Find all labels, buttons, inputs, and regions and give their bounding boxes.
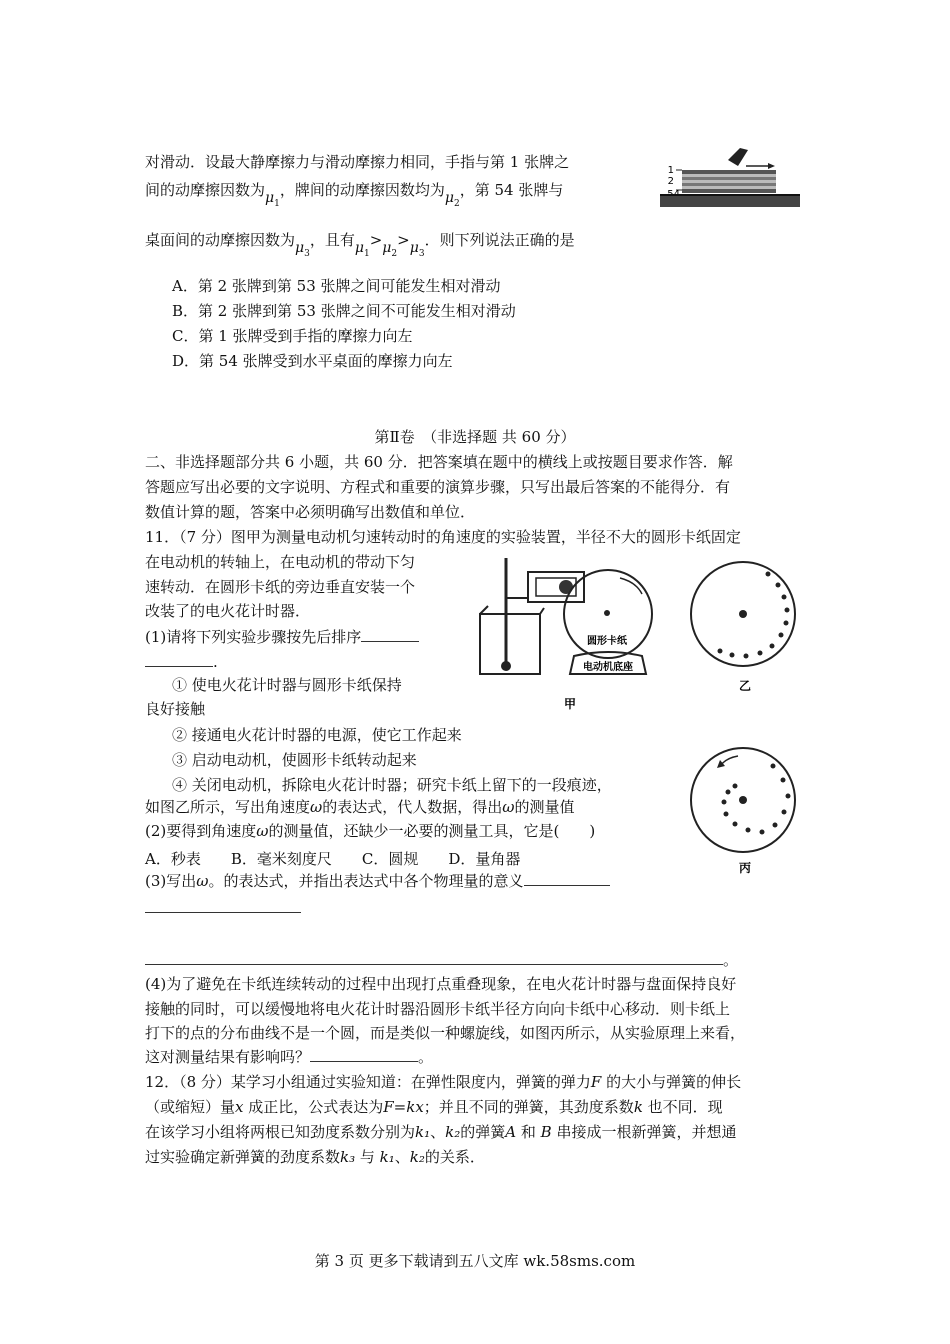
fig-jia-card-label: 圆形卡纸 (587, 636, 627, 647)
part2-title: 第Ⅱ卷 （非选择题 共 60 分） (374, 428, 576, 446)
q10-text: 桌面间的动摩擦因数为 (145, 231, 296, 249)
q11-text: 。的表达式，并指出表达式中各个物理量的意义 (208, 872, 524, 890)
arrow-right-icon (768, 163, 775, 169)
q12-line4: 过实验确定新弹簧的劲度系数k₃ 与 k₁、k₂的关系． (145, 1148, 485, 1166)
answer-blank[interactable] (145, 898, 301, 913)
q12-text: 的弹簧 (460, 1123, 506, 1141)
part2-intro-3: 数值计算的题，答案中必须明确写出数值和单位． (145, 503, 476, 521)
q12-text: 的大小与弹簧的伸长 (601, 1073, 742, 1091)
figure-jia (470, 550, 670, 712)
q11-sub4-line3: 打下的点的分布曲线不是一个圆，而是类似一种螺旋线，如图丙所示，从实验原理上来看， (145, 1024, 746, 1042)
fig-yi-label: 乙 (738, 679, 752, 693)
q10-text: ，且有 (309, 231, 355, 249)
q12-text: 的关系． (424, 1148, 485, 1166)
q11-step2: ② 接通电火花计时器的电源，使它工作起来 (172, 726, 462, 744)
q11-sub1 (145, 627, 419, 647)
q11-step1b: 良好接触 (145, 700, 206, 718)
q11-sub1-blank-line: . (145, 652, 218, 672)
answer-blank[interactable] (145, 950, 723, 965)
answer-blank[interactable] (310, 1047, 418, 1062)
fig-jia-label: 甲 (563, 697, 577, 711)
q12-text: 与 (355, 1148, 380, 1166)
answer-blank[interactable] (145, 652, 213, 667)
q12-text: 成正比，公式表达为 (243, 1098, 384, 1116)
card-label-1: 1 (667, 165, 674, 176)
q10-line3: 桌面间的动摩擦因数为$\mu_3$，且有$\mu_1>\mu_2>\mu_3$．则下列说法正确的是 (145, 231, 575, 259)
q10-text: ，第 54 张牌与 (459, 181, 564, 199)
part2-intro-2: 答题应写出必要的文字说明、方程式和重要的演算步骤，只写出最后答案的不能得分．有 (145, 478, 731, 496)
q11-sub4-line4: 这对测量结果有影响吗？ 。 (145, 1048, 434, 1066)
q11-text: (3)写出 (145, 872, 197, 890)
q12-text: （或缩短）量 (145, 1098, 236, 1116)
q11-step4a: ④ 关闭电动机，拆除电火花计时器；研究卡纸上留下的一段痕迹， (172, 776, 612, 794)
q10-text: 间的动摩擦因数为 (145, 181, 266, 199)
answer-blank[interactable] (524, 871, 610, 886)
q11-sub3: (3)写出ω。的表达式，并指出表达式中各个物理量的意义 (145, 871, 610, 891)
q12-line3: 在该学习小组将两根已知劲度系数分别为k₁、k₂的弹簧A 和 B 串接成一根新弹簧，并想通 (145, 1123, 737, 1141)
q11-sub4-line2: 接触的同时，可以缓慢地将电火花计时器沿圆形卡纸半径方向向卡纸中心移动．则卡纸上 (145, 1000, 731, 1018)
q11-line4: 改装了的电火花计时器． (145, 602, 311, 620)
q11-sub2-options: A．秒表 B．毫米刻度尺 C．圆规 D．量角器 (145, 850, 521, 868)
q10-text: ，牌间的动摩擦因数均为 (279, 181, 445, 199)
q11-line3: 速转动．在圆形卡纸的旁边垂直安装一个 (145, 578, 416, 596)
q11-sub2: (2)要得到角速度ω的测量值，还缺少一必要的测量工具，它是( ) (145, 822, 596, 840)
q10-option-a: A．第 2 张牌到第 53 张牌之间可能发生相对滑动 (172, 277, 501, 295)
q12-text: 串接成一根新弹簧，并想通 (551, 1123, 737, 1141)
q12-text: 也不同．现 (642, 1098, 723, 1116)
q11-step4b: 如图乙所示，写出角速度ω的表达式，代人数据，得出ω的测量值 (145, 798, 575, 816)
q10-option-d: D．第 54 张牌受到水平桌面的摩擦力向左 (172, 352, 453, 370)
q10-line2: 间的动摩擦因数为$\mu_1$，牌间的动摩擦因数均为$\mu_2$，第 54 张牌与 (145, 181, 564, 209)
q12-text: 12．（8 分）某学习小组通过实验知道：在弹性限度内，弹簧的弹力 (145, 1073, 591, 1091)
q12-text: 过实验确定新弹簧的劲度系数 (145, 1148, 341, 1166)
q11-step1a: ① 使电火花计时器与圆形卡纸保持 (172, 676, 402, 694)
q11-sub1-text: (1)请将下列实验步骤按先后排序 (145, 628, 362, 646)
q11-sub3-blank2 (145, 898, 301, 918)
figure-bing (688, 746, 800, 878)
fig-bing-label: 丙 (738, 861, 752, 875)
q11-sub3-blank3: 。 (145, 950, 738, 970)
q11-text: 的表达式，代人数据，得出 (322, 798, 503, 816)
card-stack-figure (658, 142, 803, 212)
q11-text: (2)要得到角速度 (145, 822, 257, 840)
q10-option-b: B．第 2 张牌到第 53 张牌之间不可能发生相对滑动 (172, 302, 516, 320)
q10-line1: 对滑动．设最大静摩擦力与滑动摩擦力相同，手指与第 1 张牌之 (145, 153, 570, 171)
spark-dots (718, 572, 790, 659)
q11-text: 如图乙所示，写出角速度 (145, 798, 311, 816)
answer-blank[interactable] (361, 627, 419, 642)
q11-step3: ③ 启动电动机，使圆形卡纸转动起来 (172, 751, 417, 769)
page-footer: 第 3 页 更多下载请到五八文库 wk.58sms.com (314, 1252, 636, 1270)
q12-text: 在该学习小组将两根已知劲度系数分别为 (145, 1123, 416, 1141)
q12-text: ；并且不同的弹簧，其劲度系数 (423, 1098, 634, 1116)
figure-yi (688, 560, 800, 698)
q11-text: 的测量值，还缺少一必要的测量工具，它是( ) (268, 822, 596, 840)
q12-line2: （或缩短）量x 成正比，公式表达为F=kx；并且不同的弹簧，其劲度系数k 也不同．现 (145, 1098, 723, 1116)
q11-line2: 在电动机的转轴上，在电动机的带动下匀 (145, 553, 416, 571)
q11-line1: 11．（7 分）图甲为测量电动机匀速转动时的角速度的实验装置，半径不大的圆形卡纸固定 (145, 528, 741, 546)
q11-text: 的测量值 (514, 798, 575, 816)
q10-option-c: C．第 1 张牌受到手指的摩擦力向左 (172, 327, 413, 345)
card-label-2: 2 (667, 176, 674, 187)
q10-text: ．则下列说法正确的是 (424, 231, 575, 249)
finger-icon (728, 148, 748, 166)
q12-line1: 12．（8 分）某学习小组通过实验知道：在弹性限度内，弹簧的弹力F 的大小与弹簧的伸长 (145, 1073, 742, 1091)
spiral-dots (722, 764, 791, 835)
fig-jia-base-label: 电动机底座 (583, 662, 633, 673)
q11-sub4-line1: (4)为了避免在卡纸连续转动的过程中出现打点重叠现象，在电火花计时器与盘面保持良好 (145, 975, 737, 993)
part2-intro-1: 二、非选择题部分共 6 小题，共 60 分．把答案填在题中的横线上或按题目要求作答．解 (145, 453, 733, 471)
q11-text: 这对测量结果有影响吗？ (145, 1048, 311, 1066)
